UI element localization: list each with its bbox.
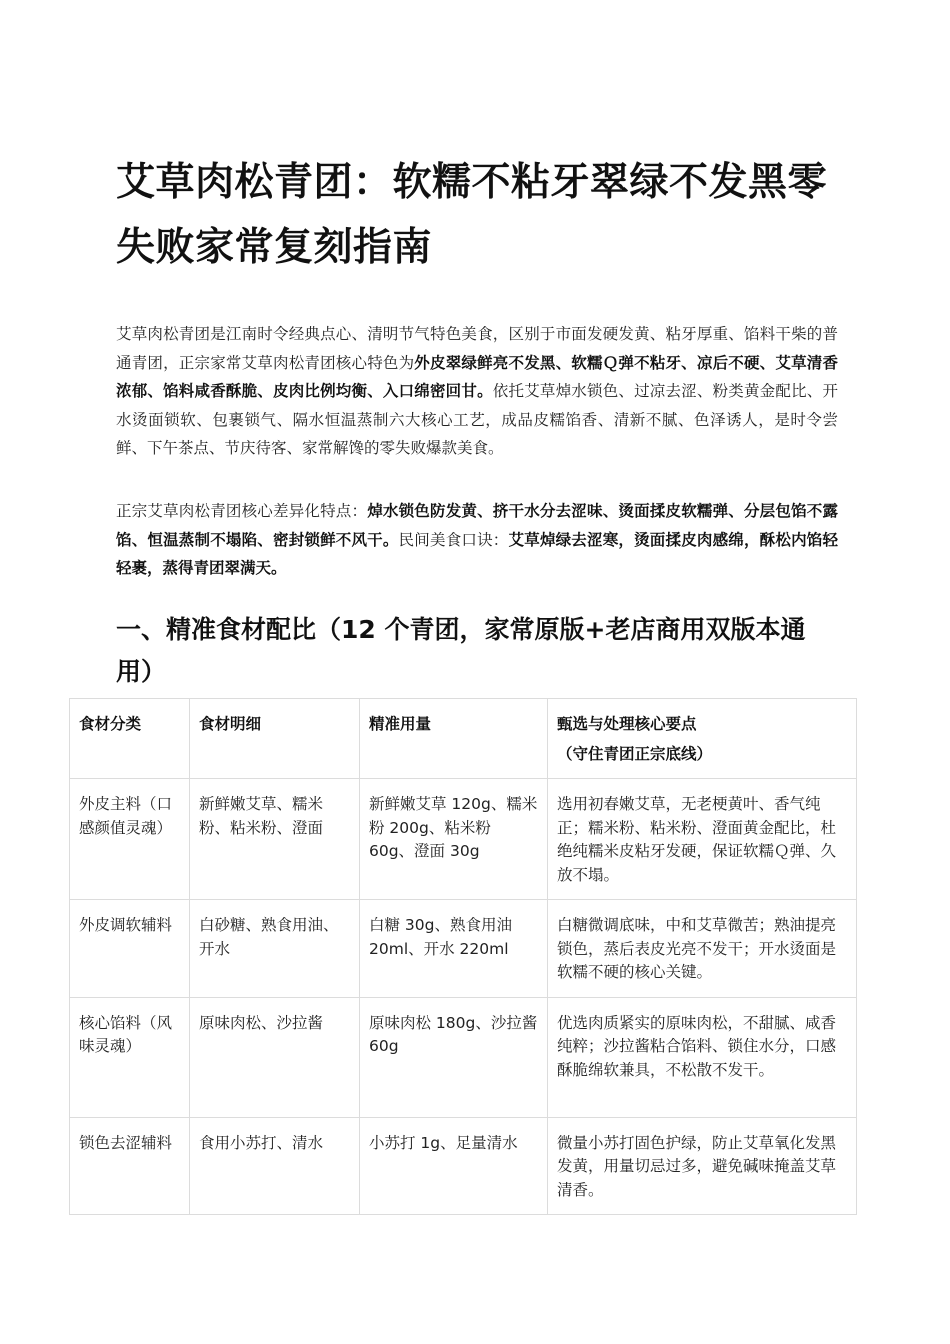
cell-category: 外皮主料（口感颜值灵魂）	[70, 779, 190, 900]
intro-paragraph	[116, 320, 838, 463]
features-paragraph	[116, 497, 838, 583]
cell-detail: 食用小苏打、清水	[190, 1117, 360, 1215]
cell-amount: 新鲜嫩艾草 120g、糯米粉 200g、粘米粉 60g、澄面 30g	[360, 779, 548, 900]
cell-key-points: 微量小苏打固色护绿，防止艾草氧化发黑发黄，用量切忌过多，避免碱味掩盖艾草清香。	[548, 1117, 857, 1215]
table-row	[70, 779, 857, 900]
header-category: 食材分类	[70, 699, 190, 779]
intro-text-after: 依托艾草焯水锁色、过凉去涩、粉类黄金配比、开水烫面锁软、包裹锁气、隔水恒温蒸制六大核心工艺，成品皮糯馅香、清新不腻、色泽诱人，是时令尝鲜、下午茶点、节庆待客、家常解馋的零失败爆款美食。	[116, 382, 838, 457]
features-lead: 正宗艾草肉松青团核心差异化特点：	[116, 502, 368, 520]
cell-detail: 新鲜嫩艾草、糯米粉、粘米粉、澄面	[190, 779, 360, 900]
cell-key-points: 白糖微调底味，中和艾草微苦；熟油提亮锁色，蒸后表皮光亮不发干；开水烫面是软糯不硬的核心关键。	[548, 900, 857, 998]
header-amount: 精准用量	[360, 699, 548, 779]
header-key-points	[548, 699, 857, 779]
cell-category: 锁色去涩辅料	[70, 1117, 190, 1215]
cell-amount: 白糖 30g、熟食用油 20ml、开水 220ml	[360, 900, 548, 998]
table-row	[70, 900, 857, 998]
table-header-row	[70, 699, 857, 779]
cell-detail: 原味肉松、沙拉酱	[190, 997, 360, 1117]
cell-key-points: 选用初春嫩艾草，无老梗黄叶、香气纯正；糯米粉、粘米粉、澄面黄金配比，杜绝纯糯米皮粘牙发硬，保证软糯Ｑ弹、久放不塌。	[548, 779, 857, 900]
table-row	[70, 997, 857, 1117]
cell-category: 外皮调软辅料	[70, 900, 190, 998]
header-key-points-sub: （守住青团正宗底线）	[557, 744, 713, 763]
intro-bold-text: 外皮翠绿鲜亮不发黑、软糯Ｑ弹不粘牙、凉后不硬、艾草清香浓郁、馅料咸香酥脆、皮肉比例均衡、入口绵密回甘。	[116, 353, 838, 400]
cell-amount: 原味肉松 180g、沙拉酱 60g	[360, 997, 548, 1117]
features-motto: 艾草焯绿去涩寒，烫面揉皮肉感绵，酥松内馅轻轻裹，蒸得青团翠满天。	[116, 530, 838, 577]
document-title: 艾草肉松青团：软糯不粘牙翠绿不发黑零失败家常复刻指南	[116, 160, 828, 270]
cell-amount: 小苏打 1g、足量清水	[360, 1117, 548, 1215]
intro-text: 艾草肉松青团是江南时令经典点心、清明节气特色美食，区别于市面发硬发黄、粘牙厚重、馅料干柴的普通青团，正宗家常艾草肉松青团核心特色为	[116, 325, 838, 372]
cell-key-points: 优选肉质紧实的原味肉松，不甜腻、咸香纯粹；沙拉酱粘合馅料、锁住水分，口感酥脆绵软兼具，不松散不发干。	[548, 997, 857, 1117]
features-mid: 民间美食口诀：	[398, 530, 509, 549]
cell-category: 核心馅料（风味灵魂）	[70, 997, 190, 1117]
header-key-points-label: 甄选与处理核心要点	[557, 715, 697, 733]
header-detail: 食材明细	[190, 699, 360, 779]
section-heading: 一、精准食材配比（12 个青团，家常原版+老店商用双版本通用）	[116, 615, 806, 686]
cell-detail: 白砂糖、熟食用油、开水	[190, 900, 360, 998]
table-row	[70, 1117, 857, 1215]
features-bold-text: 焯水锁色防发黄、挤干水分去涩味、烫面揉皮软糯弹、分层包馅不露馅、恒温蒸制不塌陷、密封锁鲜不风干。	[116, 502, 838, 549]
ingredients-table	[69, 698, 857, 1215]
